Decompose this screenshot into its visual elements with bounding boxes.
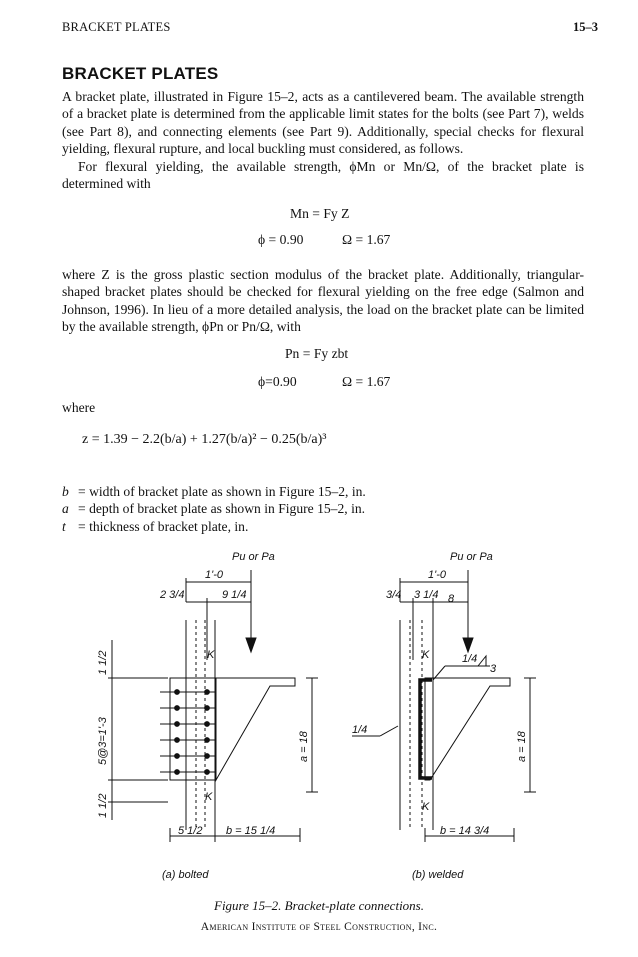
dim-right-b: 8	[448, 593, 455, 605]
bracket-plate-figure	[0, 540, 638, 890]
figure-caption: Figure 15–2. Bracket-plate connections.	[214, 898, 424, 913]
dim-bolts-a: 5@3=1'-3	[97, 717, 109, 765]
equation-pn: Pn = Fy zbt	[285, 346, 349, 361]
equation-phi-2: ϕ=0.90	[258, 374, 297, 389]
dim-edge-bottom-a: 1 1/2	[97, 793, 109, 818]
dim-b-a: b = 15 1/4	[226, 825, 276, 837]
equation-omega-1: Ω = 1.67	[342, 232, 391, 247]
dim-b-b: b = 14 3/4	[440, 825, 490, 837]
equation-omega-2: Ω = 1.67	[342, 374, 391, 389]
caption-welded: (b) welded	[412, 869, 464, 881]
where-label: where	[62, 400, 96, 415]
definition-a: a = depth of bracket plate as shown in Figure 15–2, in.	[62, 501, 366, 517]
equation-phi-1: ϕ = 0.90	[258, 232, 304, 247]
dim-edge-top-a: 1 1/2	[97, 650, 109, 675]
k-label-a-top: K	[207, 649, 215, 661]
k-label-b-top: K	[422, 649, 430, 661]
dim-top-a: 1'-0	[205, 569, 223, 581]
definition-b: b = width of bracket plate as shown in Figure 15–2, in.	[62, 484, 366, 499]
caption-bolted: (a) bolted	[162, 869, 209, 881]
dim-bottom-left-a: 5 1/2	[178, 825, 203, 837]
page-footer: American Institute of Steel Construction, Inc.	[200, 921, 438, 933]
load-label-b: Pu or Pa	[450, 551, 493, 563]
running-header: BRACKET PLATES	[62, 20, 171, 34]
k-label-a-bottom: K	[205, 791, 213, 803]
dim-a-a: a = 18	[298, 731, 310, 762]
dim-left-a: 2 3/4	[160, 589, 185, 601]
free-edge-paragraph: where Z is the gross plastic section modulus of the bracket plate. Additionally, triangular-shaped bracket plates should be checked for flexural yielding on the free edge (Salmon and Johnson, 1996). In lieu of a more detailed analysis, the load on the bracket plate can be limited by the available strength, ϕPn or Pn/Ω, with	[62, 267, 584, 335]
equation-mn: Mn = Fy Z	[290, 206, 350, 221]
definitions-list	[62, 483, 366, 535]
definition-t: t = thickness of bracket plate, in.	[62, 518, 249, 534]
page-number: 15–3	[573, 20, 598, 34]
dim-left-b: 3/4	[386, 589, 402, 601]
dim-mid-b: 3 1/4	[414, 589, 439, 601]
dim-top-b: 1'-0	[428, 569, 446, 581]
k-label-b-bottom: K	[422, 801, 430, 813]
load-label-a: Pu or Pa	[232, 551, 275, 563]
weld-left-b: 1/4	[352, 724, 368, 736]
weld-size-b: 1/4	[462, 653, 478, 665]
dim-right-a: 9 1/4	[222, 589, 247, 601]
weld-length-b: 3	[490, 663, 497, 675]
flexural-yielding-paragraph: For flexural yielding, the available strength, ϕMn or Mn/Ω, of the bracket plate is determined with	[62, 159, 584, 192]
intro-paragraph: A bracket plate, illustrated in Figure 15–2, acts as a cantilevered beam. The available strength of a bracket plate is determined from the applicable limit states for the bolts (see Part 7), welds (see Part 8), and connecting elements (see Part 9). Additionally, special checks for flexural yielding, flexural rupture, and local buckling must considered, as follows.	[62, 89, 584, 157]
equation-z: z = 1.39 − 2.2(b/a) + 1.27(b/a)² − 0.25(b/a)³	[82, 432, 327, 447]
section-title: BRACKET PLATES	[62, 64, 219, 83]
dim-a-b: a = 18	[516, 731, 528, 762]
